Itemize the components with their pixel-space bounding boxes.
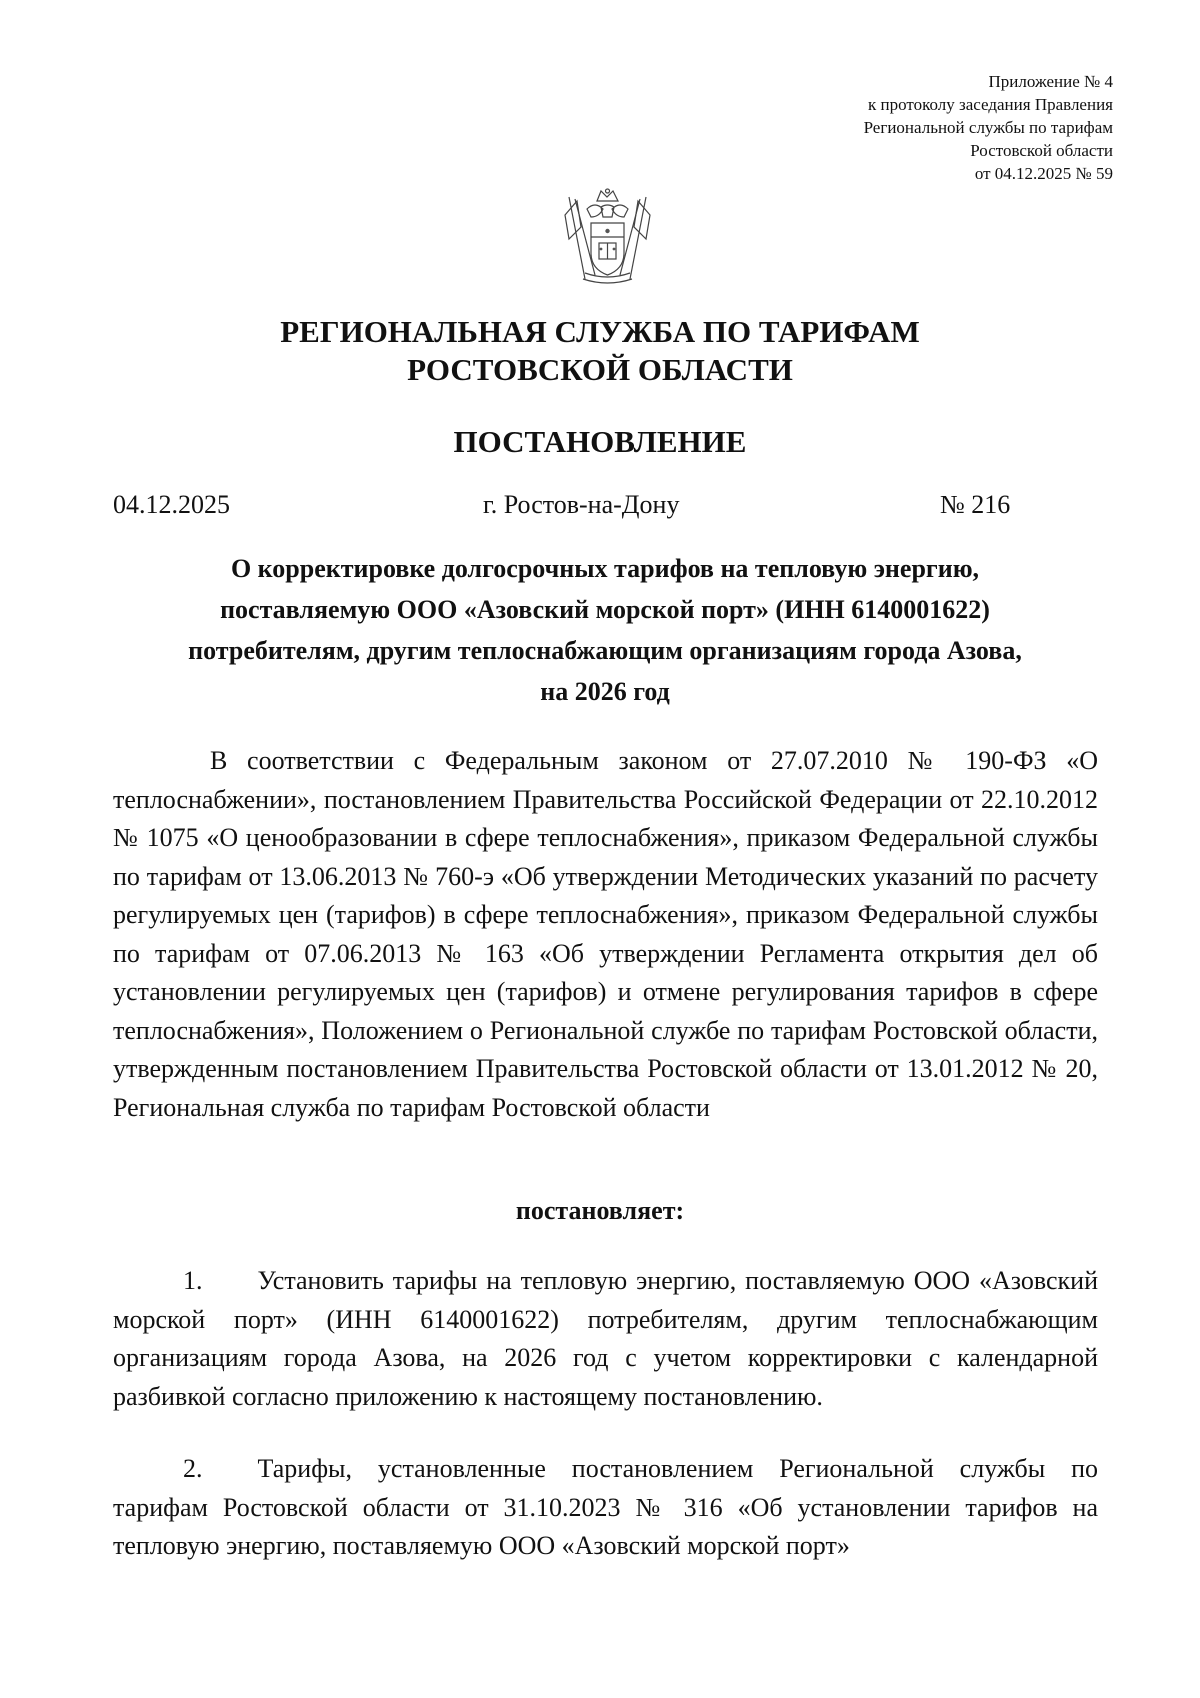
preamble-paragraph xyxy=(113,742,1098,1127)
appendix-note xyxy=(864,70,1113,185)
decision-item xyxy=(113,1450,1098,1566)
document-type-heading: ПОСТАНОВЛЕНИЕ xyxy=(453,424,747,459)
document-date: 04.12.2025 xyxy=(113,490,230,519)
decides-heading: постановляет: xyxy=(515,1196,685,1225)
item-text: Установить тарифы на тепловую энергию, поставляемую ООО «Азовский морской порт» (ИНН 6140001622) потребителям, другим теплоснабжающим организациям города Азова, на 2026 год с учетом корректировки с календарной разбивкой согласно приложению к настоящему постановлению. xyxy=(113,1266,1098,1411)
appendix-line: от 04.12.2025 № 59 xyxy=(974,164,1113,183)
subject-line: на 2026 год xyxy=(540,677,670,706)
appendix-line: Региональной службы по тарифам xyxy=(863,118,1113,137)
agency-title xyxy=(0,313,1200,389)
agency-title-line: РЕГИОНАЛЬНАЯ СЛУЖБА ПО ТАРИФАМ xyxy=(280,314,920,349)
decision-item xyxy=(113,1262,1098,1416)
item-number: 1. xyxy=(183,1266,203,1295)
agency-title-line: РОСТОВСКОЙ ОБЛАСТИ xyxy=(407,352,793,387)
appendix-line: Ростовской области xyxy=(970,141,1113,160)
document-number: № 216 xyxy=(940,490,1011,519)
document-city: г. Ростов-на-Дону xyxy=(483,490,680,519)
subject-line: поставляемую ООО «Азовский морской порт» (ИНН 6140001622) xyxy=(220,595,990,624)
subject-line: потребителям, другим теплоснабжающим организациям города Азова, xyxy=(188,636,1022,665)
appendix-line: к протоколу заседания Правления xyxy=(868,95,1113,114)
preamble-text: В соответствии с Федеральным законом от 27.07.2010 № 190-ФЗ «О теплоснабжении», постановлением Правительства Российской Федерации от 22.10.2012 № 1075 «О ценообразовании в сфере теплоснабжения», приказом Федеральной службы по тарифам от 13.06.2013 № 760-э «Об утверждении Методических указаний по расчету регулируемых цен (тарифов) в сфере теплоснабжения», приказом Федеральной службы по тарифам от 07.06.2013 № 163 «Об утверждении Регламента открытия дел об установлении регулируемых цен (тарифов) и отмене регулирования тарифов в сфере теплоснабжения», Положением о Региональной службе по тарифам Ростовской области, утвержденным постановлением Правительства Ростовской области от 13.01.2012 № 20, Региональная служба по тарифам Ростовской области xyxy=(113,746,1098,1122)
subject-line: О корректировке долгосрочных тарифов на тепловую энергию, xyxy=(230,554,980,583)
appendix-line: Приложение № 4 xyxy=(988,72,1113,91)
coat-of-arms-icon xyxy=(555,187,660,289)
item-text: Тарифы, установленные постановлением Региональной службы по тарифам Ростовской области от 31.10.2023 № 316 «Об установлении тарифов на тепловую энергию, поставляемую ООО «Азовский морской порт» xyxy=(113,1454,1098,1560)
item-number: 2. xyxy=(183,1454,203,1483)
document-subject xyxy=(110,548,1100,712)
